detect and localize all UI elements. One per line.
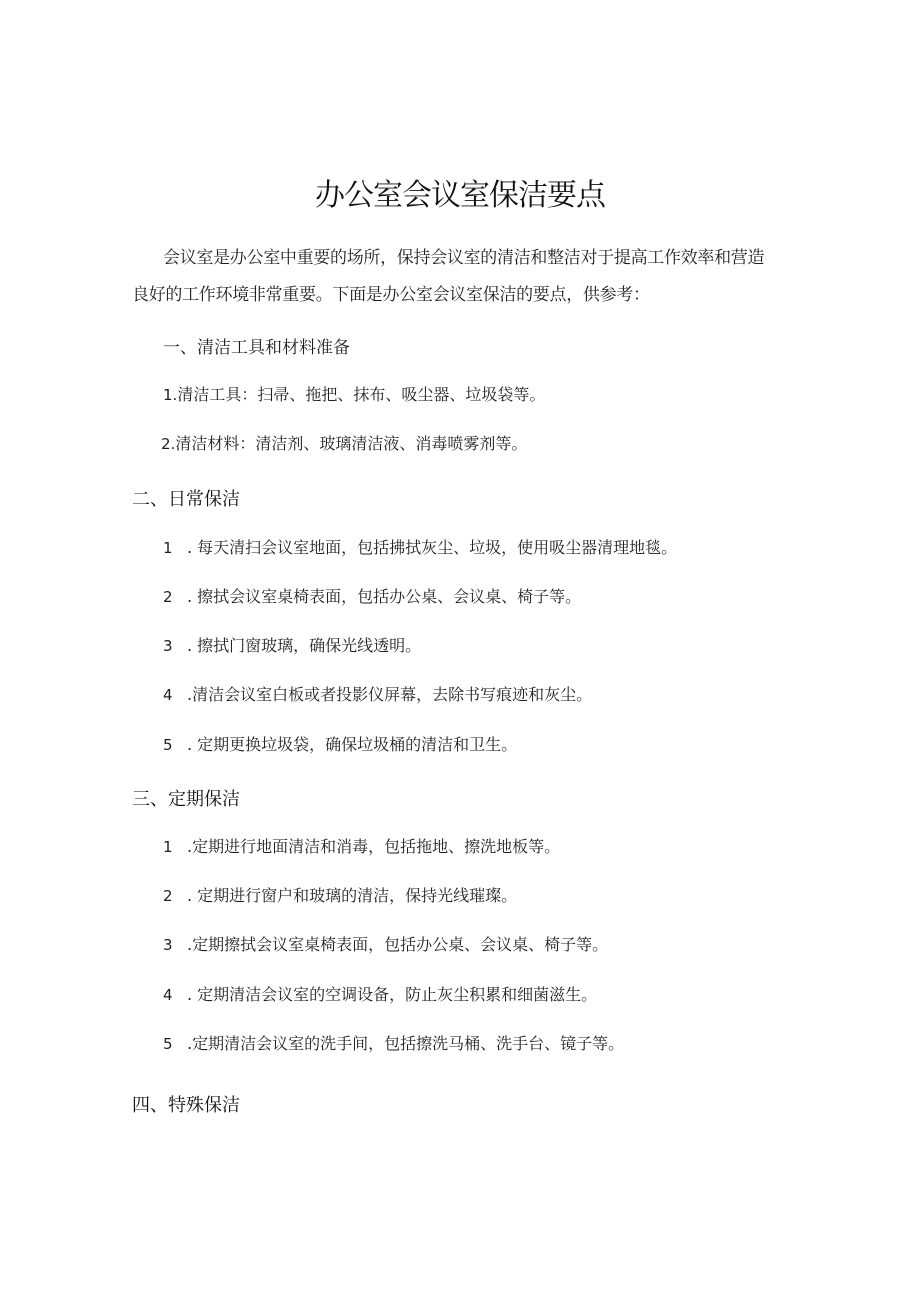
intro-paragraph-line-2: 良好的工作环境非常重要。下面是办公室会议室保洁的要点，供参考： <box>132 285 650 305</box>
list-item-number: 5 <box>163 736 173 754</box>
list-item-number: 1 <box>163 838 173 856</box>
list-item-text: .定期清洁会议室的洗手间，包括擦洗马桶、洗手台、镜子等。 <box>187 1034 625 1053</box>
list-item <box>163 982 597 1005</box>
list-item <box>163 682 592 705</box>
list-item <box>163 382 545 405</box>
list-item <box>163 732 517 755</box>
list-item-number: 2 <box>163 887 173 905</box>
list-item <box>163 883 517 906</box>
document-title: 办公室会议室保洁要点 <box>315 178 605 213</box>
list-item <box>163 535 677 558</box>
list-item-text: . 擦拭会议室桌椅表面，包括办公桌、会议桌、椅子等。 <box>187 587 582 606</box>
list-item-number: 2 <box>163 588 173 606</box>
list-item <box>163 584 581 607</box>
list-item-text: . 定期进行窗户和玻璃的清洁，保持光线璀璨。 <box>187 886 518 905</box>
list-item-number: 3 <box>163 936 173 954</box>
list-item-text: .清洁会议室白板或者投影仪屏幕，去除书写痕迹和灰尘。 <box>187 685 593 704</box>
list-item-number: 5 <box>163 1035 173 1053</box>
list-item-number: 4 <box>163 686 173 704</box>
list-item <box>163 932 608 955</box>
list-item-text: .定期擦拭会议室桌椅表面，包括办公桌、会议桌、椅子等。 <box>187 935 609 954</box>
section-heading-special: 四、特殊保洁 <box>132 1095 240 1116</box>
list-item-text: . 擦拭门窗玻璃，确保光线透明。 <box>187 636 422 655</box>
list-item-text: . 每天清扫会议室地面，包括拂拭灰尘、垃圾，使用吸尘器清理地毯。 <box>187 538 678 557</box>
list-item-text: . 定期更换垃圾袋，确保垃圾桶的清洁和卫生。 <box>187 735 518 754</box>
list-item-number: 4 <box>163 986 173 1004</box>
list-item-text: 清洁工具：扫帚、拖把、抹布、吸尘器、垃圾袋等。 <box>177 385 546 404</box>
list-item <box>163 834 560 857</box>
section-heading-tools: 一、清洁工具和材料准备 <box>163 338 350 358</box>
list-item-text: . 定期清洁会议室的空调设备，防止灰尘积累和细菌滋生。 <box>187 985 598 1004</box>
list-item <box>163 1031 624 1054</box>
section-heading-daily: 二、日常保洁 <box>132 489 240 510</box>
list-item-number: 1 <box>163 539 173 557</box>
list-item-number: 1. <box>163 386 178 404</box>
intro-paragraph-line-1: 会议室是办公室中重要的场所，保持会议室的清洁和整洁对于提高工作效率和营造 <box>163 248 765 268</box>
list-item-text: 清洁材料：清洁剂、玻璃清洁液、消毒喷雾剂等。 <box>175 434 528 453</box>
list-item-number: 2. <box>161 435 176 453</box>
list-item-number: 3 <box>163 637 173 655</box>
list-item <box>163 633 421 656</box>
list-item <box>161 431 527 454</box>
section-heading-periodic: 三、定期保洁 <box>132 789 240 810</box>
list-item-text: .定期进行地面清洁和消毒，包括拖地、擦洗地板等。 <box>187 837 561 856</box>
